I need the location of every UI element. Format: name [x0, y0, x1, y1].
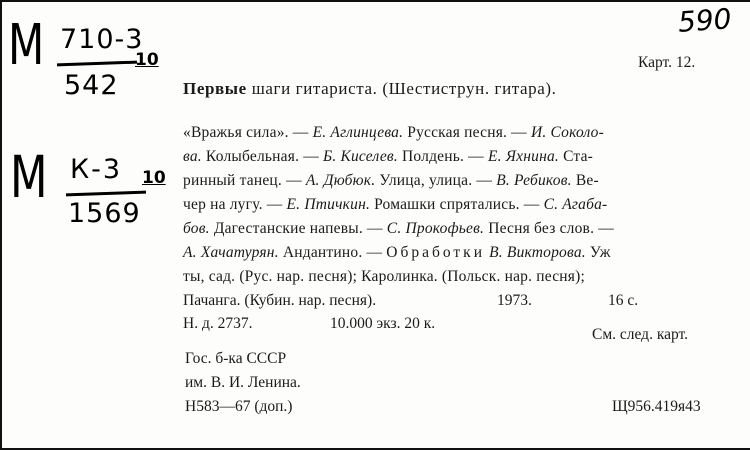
- text-run: Русская песня. —: [403, 124, 531, 141]
- text-run: чер на лугу. —: [183, 196, 287, 213]
- author-name: А. Дюбюк.: [305, 172, 376, 189]
- author-name: Е. Птичкин.: [286, 196, 371, 213]
- handwritten-mark2-side: 10: [142, 168, 166, 188]
- library-line-1: Гос. б-ка СССР: [185, 350, 287, 367]
- card-number: Карт. 12.: [638, 54, 696, 71]
- author-name: С. Агаба-: [543, 196, 608, 213]
- author-name: В. Викторова.: [489, 244, 586, 261]
- text-run: Ве-: [571, 172, 599, 189]
- author-name: ва.: [183, 148, 202, 165]
- handwritten-mark2-top: К-3: [70, 154, 123, 185]
- author-name: Е. Яхнина.: [487, 148, 559, 165]
- contents-line-1: [183, 124, 604, 142]
- text-run: Песня без слов. —: [484, 220, 614, 237]
- print-run-price: 10.000 экз. 20 к.: [330, 315, 436, 332]
- text-run: Андантино. —: [278, 244, 387, 261]
- author-name: Е. Аглинцева.: [312, 124, 404, 141]
- text-run: ринный танец. —: [183, 172, 306, 189]
- handwritten-mark2-bottom: 1569: [68, 198, 141, 229]
- text-run: Уж: [585, 244, 611, 261]
- see-next-card: См. след. карт.: [592, 326, 689, 343]
- contents-line-5: [183, 220, 614, 238]
- text-run: «Вражья сила». —: [183, 124, 313, 141]
- library-line-2: им. В. И. Ленина.: [185, 374, 301, 391]
- title-bold-word: Первые: [183, 79, 247, 98]
- page-count: 16 с.: [608, 292, 639, 309]
- author-name: бов.: [183, 220, 210, 237]
- handwritten-mark1-fraction-line: [57, 61, 137, 67]
- author-name: В. Ребиков.: [496, 172, 572, 189]
- handwritten-corner-number: 590: [676, 2, 733, 39]
- title-rest: шаги гитариста. (Шестиструн. гитара).: [251, 79, 557, 98]
- text-run: Полдень. —: [397, 148, 488, 165]
- contents-line-2: [183, 148, 593, 166]
- publisher-number: Н. д. 2737.: [183, 315, 253, 332]
- handwritten-mark1-bottom: 542: [64, 70, 119, 101]
- handwritten-mark2-fraction-line: [66, 191, 146, 197]
- author-name: Б. Киселев.: [323, 148, 398, 165]
- classification-code: Щ956.419я43: [612, 398, 701, 415]
- handwritten-mark1-side: 10: [135, 50, 159, 70]
- text-run: Ромашки спрятались. —: [370, 196, 544, 213]
- contents-line-6: [183, 244, 611, 262]
- author-name: А. Хачатурян.: [183, 244, 279, 261]
- author-name: С. Прокофьев.: [386, 220, 485, 237]
- text-run: Улица, улица. —: [375, 172, 497, 189]
- contents-line-7: ты, сад. (Рус. нар. песня); Каролинка. (Польск. нар. песня);: [183, 268, 585, 285]
- text-run: Дагестанские напевы. —: [209, 220, 387, 237]
- author-name: И. Соколо-: [530, 124, 604, 141]
- contents-line-4: [183, 196, 607, 214]
- contents-line-3: [183, 172, 599, 190]
- text-run: Колыбельная. —: [201, 148, 323, 165]
- arrangements-word: Обработки: [386, 244, 485, 261]
- book-title: [183, 79, 557, 99]
- text-run: Ста-: [559, 148, 594, 165]
- handwritten-mark1-letter: М: [8, 13, 45, 78]
- handwritten-mark1-top: 710-3: [60, 24, 144, 55]
- publication-year: 1973.: [497, 292, 532, 309]
- contents-line-8: Пачанга. (Кубин. нар. песня).: [183, 292, 377, 309]
- registration-code: Н583—67 (доп.): [185, 398, 293, 415]
- handwritten-mark2-letter: М: [10, 143, 48, 211]
